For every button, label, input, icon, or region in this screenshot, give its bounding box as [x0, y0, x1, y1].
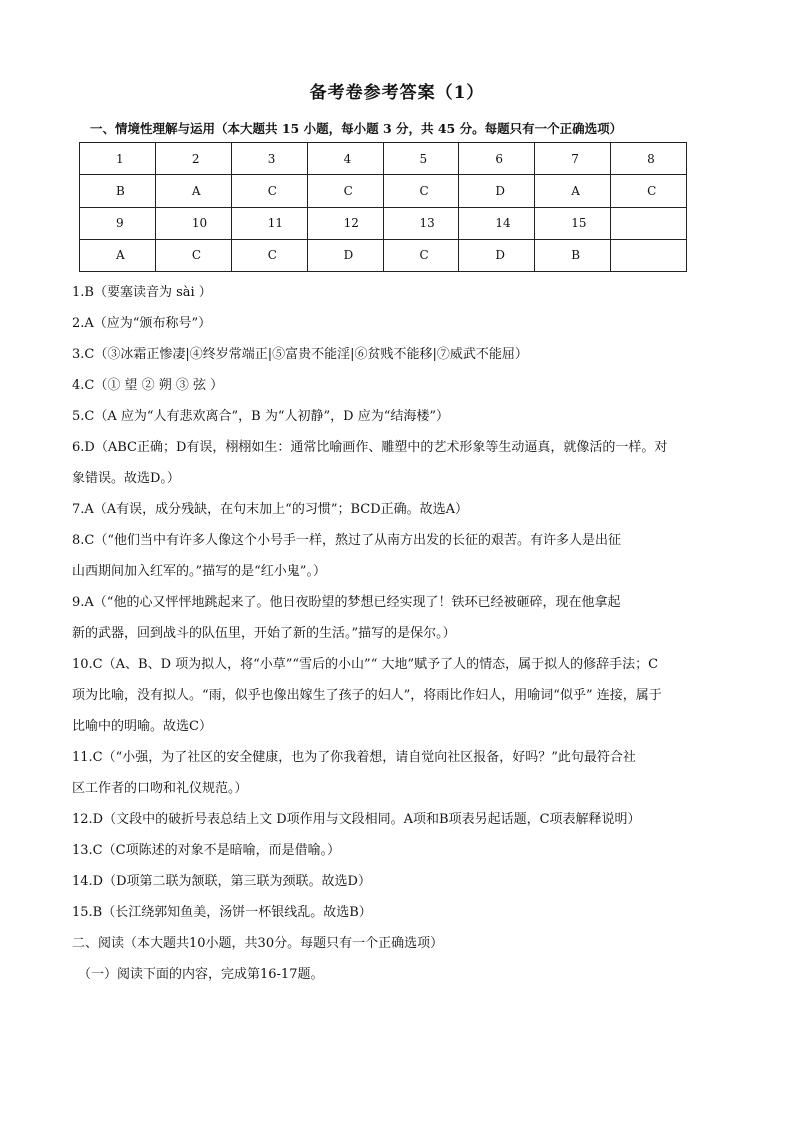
- page-title: 备考卷参考答案（1）: [309, 83, 485, 103]
- table-cell: B: [80, 175, 156, 207]
- table-cell: 1: [80, 143, 156, 175]
- table-cell: C: [383, 239, 459, 271]
- table-cell: [611, 239, 687, 271]
- section-2-heading: 二、阅读（本大题共10小题，共30分。每题只有一个正确选项）: [72, 936, 444, 951]
- table-cell: 5: [383, 143, 459, 175]
- table-cell: 8: [611, 143, 687, 175]
- table-row: [80, 207, 687, 239]
- table-cell: 15: [535, 207, 611, 239]
- explanation-line: 项为比喻，没有拟人。“雨，似乎也像出嫁生了孩子的妇人”，将雨比作妇人，用喻词“似乎” 连接，属于: [72, 688, 662, 703]
- table-cell: 4: [307, 143, 383, 175]
- table-cell: 6: [459, 143, 535, 175]
- explanation-line: 区工作者的口吻和礼仪规范。）: [72, 781, 248, 796]
- explanation-line: 4.C（① 望 ② 朔 ③ 弦 ）: [72, 378, 224, 393]
- table-cell: A: [155, 175, 231, 207]
- table-cell: C: [383, 175, 459, 207]
- explanation-line: 12.D（文段中的破折号表总结上文 D项作用与文段相同。A项和B项表另起话题，C项表解释说明）: [72, 812, 641, 827]
- table-cell: A: [535, 175, 611, 207]
- explanation-line: 11.C（“小强，为了社区的安全健康，也为了你我着想，请自觉向社区报备，好吗？”此句最符合社: [72, 750, 636, 765]
- explanation-line: 13.C（C项陈述的对象不是暗喻，而是借喻。）: [72, 843, 341, 858]
- explanation-line: 比喻中的明喻。故选C）: [72, 719, 212, 734]
- answer-table: [79, 142, 687, 272]
- explanation-line: 7.A（A有误，成分残缺，在句末加上“的习惯”；BCD正确。故选A）: [72, 502, 469, 517]
- table-cell: 10: [155, 207, 231, 239]
- table-cell: A: [80, 239, 156, 271]
- table-cell: C: [611, 175, 687, 207]
- table-cell: D: [459, 239, 535, 271]
- explanation-line: 2.A（应为“颁布称号”）: [72, 316, 212, 331]
- table-cell: 13: [383, 207, 459, 239]
- explanation-line: 15.B（长江绕郭知鱼美，汤饼一杯银线乱。故选B）: [72, 905, 372, 920]
- explanation-line: 14.D（D项第二联为颔联，第三联为颈联。故选D）: [72, 874, 371, 889]
- explanation-line: 新的武器，回到战斗的队伍里，开始了新的生活。”描写的是保尔。）: [72, 626, 456, 641]
- table-row: [80, 239, 687, 271]
- explanation-line: 9.A（“他的心又怦怦地跳起来了。他日夜盼望的梦想已经实现了！铁环已经被砸碎，现在他拿起: [72, 595, 621, 610]
- table-cell: 14: [459, 207, 535, 239]
- table-cell: 11: [231, 207, 307, 239]
- table-cell: 12: [307, 207, 383, 239]
- answer-explanations: [72, 277, 732, 990]
- explanation-line: 5.C（A 应为“人有悲欢离合”，B 为“人初静”，D 应为“结海楼”）: [72, 409, 449, 424]
- explanation-line: 6.D（ABC正确；D有误，栩栩如生：通常比喻画作、雕塑中的艺术形象等生动逼真，就像活的一样。对: [72, 440, 668, 455]
- table-cell: C: [231, 239, 307, 271]
- table-cell: C: [307, 175, 383, 207]
- explanation-line: 8.C（“他们当中有许多人像这个小号手一样，熬过了从南方出发的长征的艰苦。有许多人是出征: [72, 533, 621, 548]
- table-cell: B: [535, 239, 611, 271]
- table-cell: 3: [231, 143, 307, 175]
- table-cell: D: [307, 239, 383, 271]
- explanation-list: [72, 277, 732, 928]
- table-row: [80, 175, 687, 207]
- table-cell: 2: [155, 143, 231, 175]
- table-cell: D: [459, 175, 535, 207]
- explanation-line: 1.B（要塞读音为 sài ）: [72, 285, 212, 300]
- table-cell: 9: [80, 207, 156, 239]
- table-cell: C: [231, 175, 307, 207]
- subsection-1-heading: （一）阅读下面的内容，完成第16-17题。: [78, 967, 324, 982]
- table-cell: [611, 207, 687, 239]
- explanation-line: 象错误。故选D。）: [72, 471, 180, 486]
- table-cell: C: [155, 239, 231, 271]
- section-1-heading: 一、情境性理解与运用（本大题共 15 小题，每小题 3 分，共 45 分。每题只有一个正确选项）: [90, 121, 623, 136]
- table-row: [80, 143, 687, 175]
- explanation-line: 山西期间加入红军的。”描写的是“红小鬼”。）: [72, 564, 326, 579]
- explanation-line: 10.C（A、B、D 项为拟人，将“小草”“雪后的小山”“ 大地”赋予了人的情态，属于拟人的修辞手法；C: [72, 657, 659, 672]
- explanation-line: 3.C（③冰霜正惨凄|④终岁常端正|⑤富贵不能淫|⑥贫贱不能移|⑦威武不能屈）: [72, 347, 528, 362]
- table-cell: 7: [535, 143, 611, 175]
